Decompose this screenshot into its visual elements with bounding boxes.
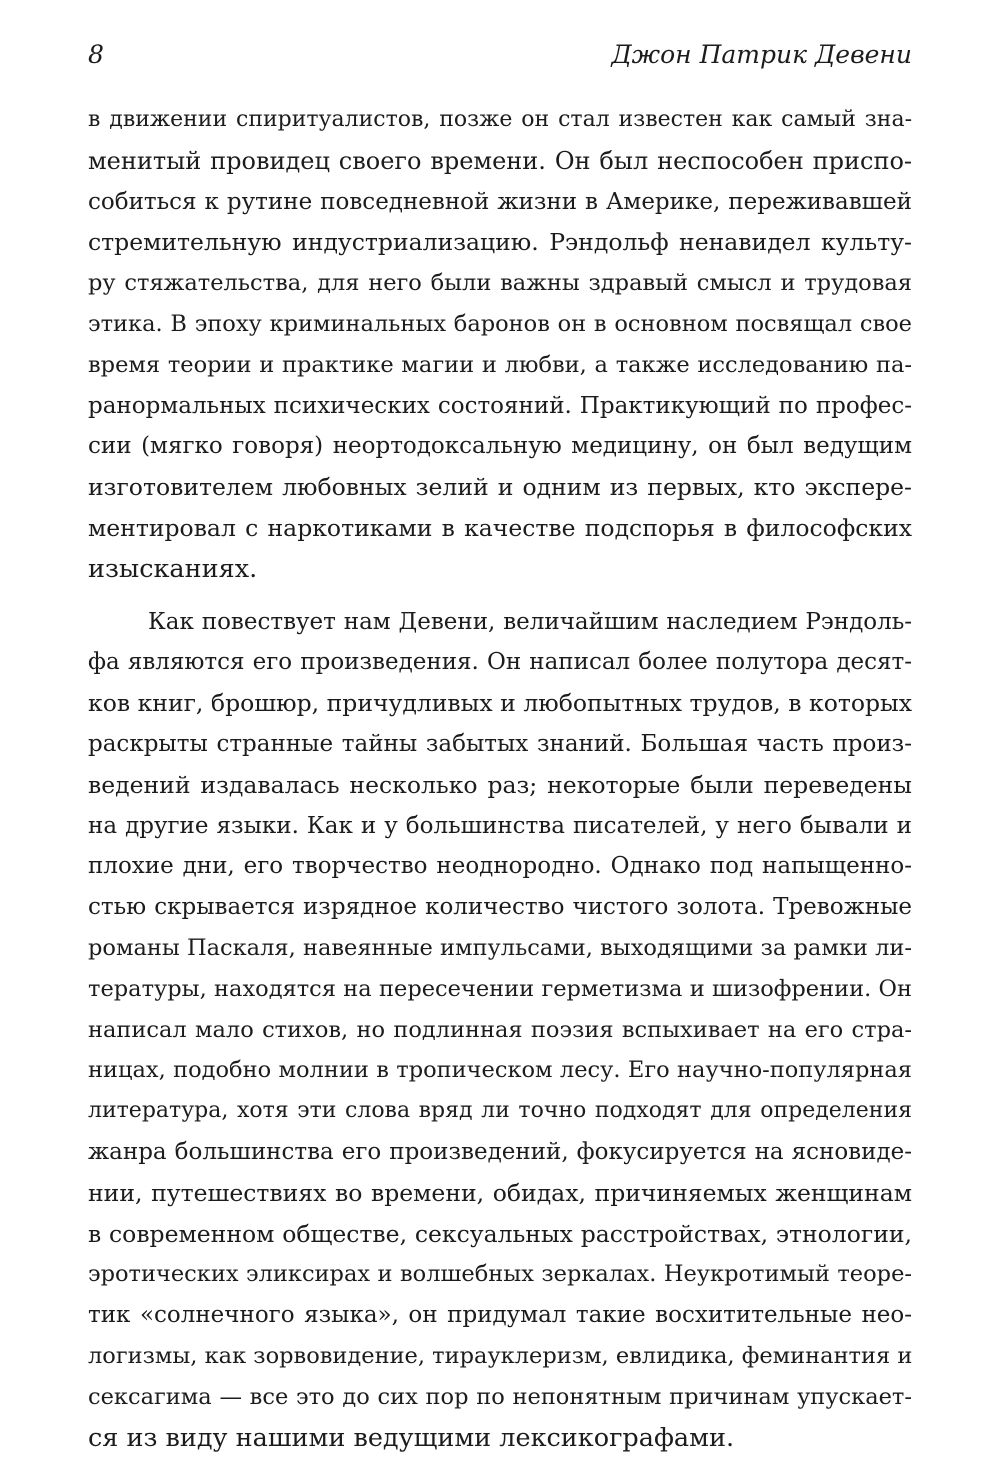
text-line: тературы, находятся на пересечении герметизма и шизофрении. Он (88, 969, 912, 1010)
text-line: ков книг, брошюр, причудливых и любопытных трудов, в которых (88, 683, 912, 724)
text-line: в современном обществе, сексуальных расстройствах, этнологии, (88, 1214, 912, 1255)
text-line: логизмы, как зорвовидение, тирауклеризм, евлидика, феминантия и (88, 1336, 912, 1377)
text-line: ся из виду нашими ведущими лексикографами. (88, 1418, 912, 1458)
paragraph-1 (88, 100, 912, 590)
text-line: ведений издавалась несколько раз; некоторые были переведены (88, 765, 912, 806)
text-line: романы Паскаля, навеянные импульсами, выходящими за рамки ли- (88, 928, 912, 969)
running-title: Джон Патрик Девени (611, 40, 912, 69)
text-line: менитый провидец своего времени. Он был неспособен приспо- (88, 141, 912, 182)
text-line: стремительную индустриализацию. Рэндольф ненавидел культу- (88, 222, 912, 263)
text-line: сии (мягко говоря) неортодоксальную медицину, он был ведущим (88, 426, 912, 467)
text-line: Как повествует нам Девени, величайшим наследием Рэндоль- (88, 602, 912, 643)
text-line: сексагима — все это до сих пор по непонятным причинам упускает- (88, 1377, 912, 1418)
text-line: написал мало стихов, но подлинная поэзия вспыхивает на его стра- (88, 1010, 912, 1051)
body-text (88, 100, 912, 1458)
text-line: ру стяжательства, для него были важны здравый смысл и трудовая (88, 263, 912, 304)
text-line: ментировал с наркотиками в качестве подспорья в философских (88, 508, 912, 549)
text-line: время теории и практике магии и любви, а также исследованию па- (88, 345, 912, 386)
text-line: эротических эликсирах и волшебных зеркалах. Неукротимый теоре- (88, 1254, 912, 1295)
text-line: в движении спиритуалистов, позже он стал известен как самый зна- (88, 100, 912, 141)
text-line: жанра большинства его произведений, фокусируется на ясновиде- (88, 1132, 912, 1173)
text-line: литература, хотя эти слова вряд ли точно подходят для определения (88, 1091, 912, 1132)
text-line: изысканиях. (88, 549, 912, 590)
text-line: на другие языки. Как и у большинства писателей, у него бывали и (88, 806, 912, 847)
text-line: собиться к рутине повседневной жизни в Америке, переживавшей (88, 182, 912, 223)
text-line: изготовителем любовных зелий и одним из первых, кто экспере- (88, 467, 912, 508)
text-line: тик «солнечного языка», он придумал такие восхитительные нео- (88, 1295, 912, 1336)
text-line: фа являются его произведения. Он написал более полутора десят- (88, 642, 912, 683)
text-line: ранормальных психических состояний. Практикующий по профес- (88, 386, 912, 427)
running-header (88, 40, 912, 80)
text-line: ницах, подобно молнии в тропическом лесу. Его научно-популярная (88, 1050, 912, 1091)
paragraph-2 (88, 602, 912, 1458)
text-line: стью скрывается изрядное количество чистого золота. Тревожные (88, 887, 912, 928)
page-number: 8 (88, 40, 104, 69)
text-line: раскрыты странные тайны забытых знаний. Большая часть произ- (88, 724, 912, 765)
text-line: нии, путешествиях во времени, обидах, причиняемых женщинам (88, 1173, 912, 1214)
text-line: плохие дни, его творчество неоднородно. Однако под напыщенно- (88, 846, 912, 887)
text-line: этика. В эпоху криминальных баронов он в основном посвящал свое (88, 304, 912, 345)
